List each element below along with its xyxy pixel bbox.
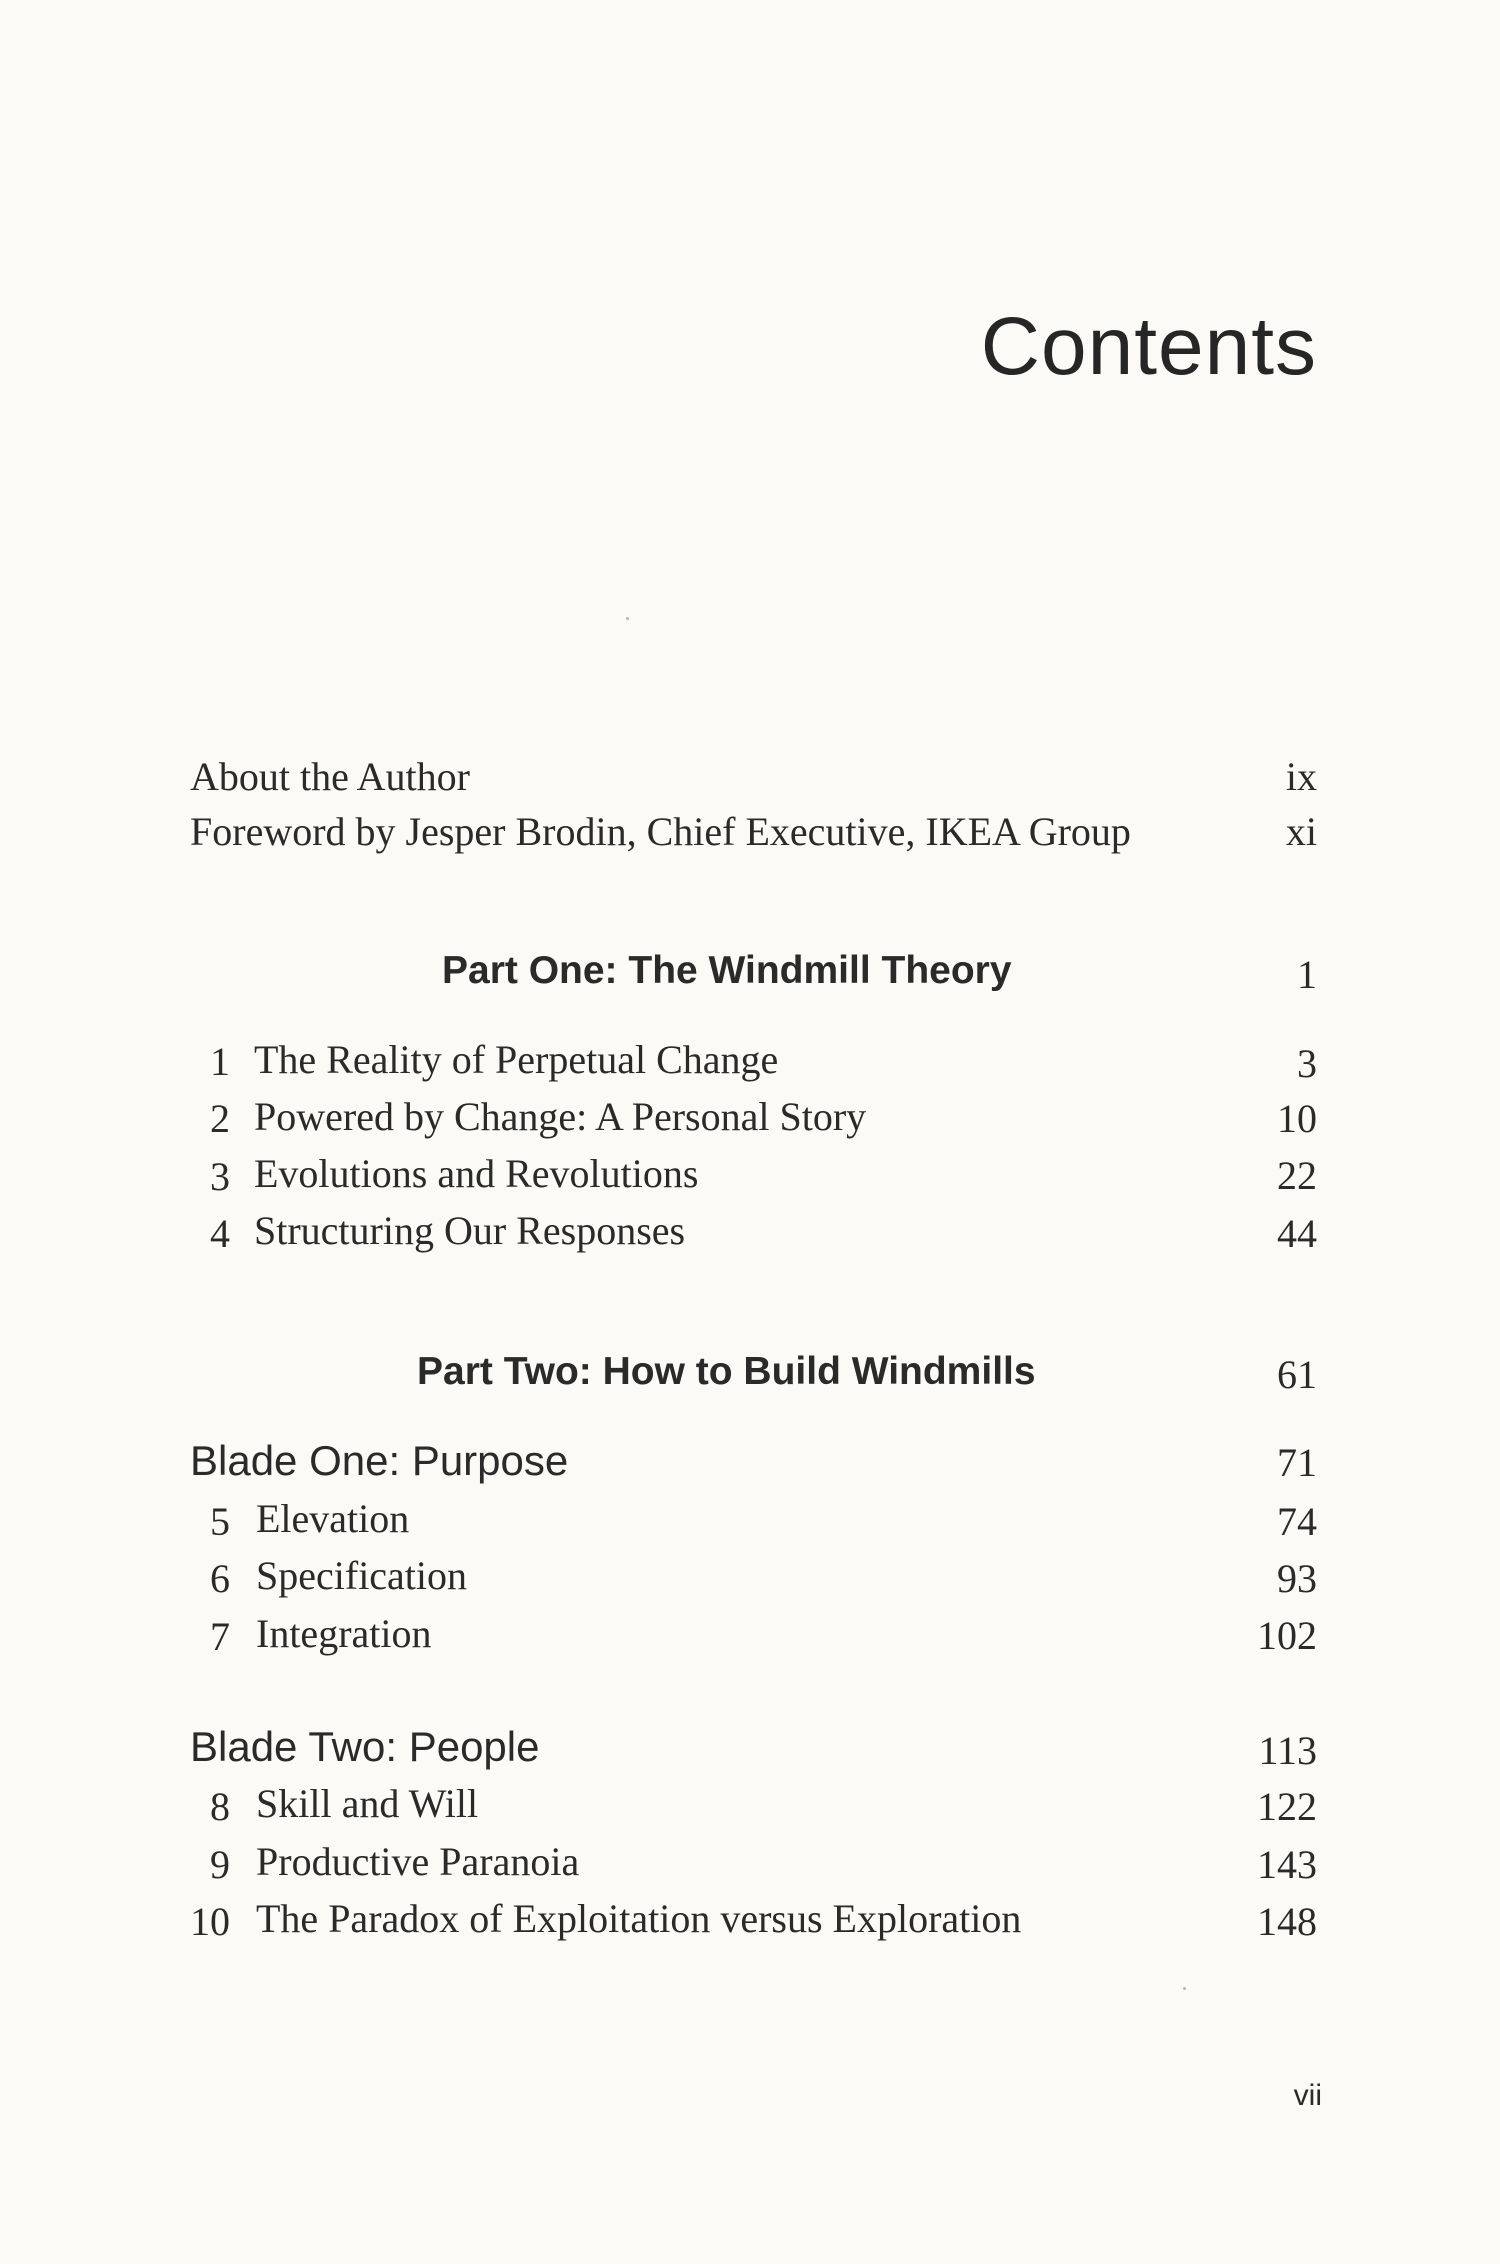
chapter-page: 143 (1257, 1842, 1317, 1887)
chapter-title[interactable]: Productive Paranoia (256, 1839, 580, 1884)
chapter-number: 4 (210, 1211, 230, 1256)
page-number: vii (1293, 2079, 1322, 2112)
toc-page-foreword: xi (1285, 809, 1317, 854)
blade-one-page: 71 (1277, 1440, 1317, 1485)
part-two-page: 61 (1277, 1352, 1317, 1397)
chapter-number: 7 (210, 1614, 230, 1659)
part-one-page: 1 (1297, 952, 1317, 997)
part-one-title[interactable]: Part One: The Windmill Theory (442, 949, 1012, 992)
chapter-page: 74 (1277, 1499, 1317, 1544)
chapter-title[interactable]: The Paradox of Exploitation versus Exploration (256, 1896, 1022, 1941)
chapter-title[interactable]: Structuring Our Responses (254, 1208, 686, 1253)
chapter-page: 3 (1297, 1041, 1317, 1086)
chapter-title[interactable]: Skill and Will (256, 1781, 479, 1826)
chapter-page: 22 (1277, 1153, 1317, 1198)
toc-page-about-author: ix (1285, 754, 1317, 799)
toc-entry-about-author[interactable]: About the Author (190, 754, 470, 799)
blade-two-title[interactable]: Blade Two: People (190, 1723, 540, 1770)
chapter-number: 9 (210, 1842, 230, 1887)
scan-speck (626, 617, 629, 620)
chapter-page: 148 (1257, 1899, 1317, 1944)
chapter-number: 3 (210, 1154, 230, 1199)
chapter-number: 5 (210, 1499, 230, 1544)
part-two-title[interactable]: Part Two: How to Build Windmills (417, 1350, 1036, 1393)
chapter-title[interactable]: Elevation (256, 1496, 410, 1541)
chapter-number: 6 (210, 1556, 230, 1601)
page-title: Contents (980, 301, 1317, 392)
chapter-title[interactable]: The Reality of Perpetual Change (254, 1037, 779, 1082)
chapter-title[interactable]: Evolutions and Revolutions (254, 1151, 699, 1196)
chapter-page: 122 (1257, 1784, 1317, 1829)
chapter-number: 10 (190, 1899, 230, 1944)
chapter-page: 102 (1257, 1613, 1317, 1658)
chapter-page: 93 (1277, 1556, 1317, 1601)
chapter-title[interactable]: Integration (256, 1611, 432, 1656)
chapter-number: 1 (210, 1039, 230, 1084)
chapter-page: 10 (1277, 1096, 1317, 1141)
toc-entry-foreword[interactable]: Foreword by Jesper Brodin, Chief Executive, IKEA Group (190, 809, 1131, 854)
chapter-number: 8 (210, 1784, 230, 1829)
blade-two-page: 113 (1258, 1728, 1317, 1773)
blade-one-title[interactable]: Blade One: Purpose (190, 1437, 569, 1484)
chapter-title[interactable]: Powered by Change: A Personal Story (254, 1094, 867, 1139)
chapter-title[interactable]: Specification (256, 1553, 468, 1598)
chapter-number: 2 (210, 1096, 230, 1141)
scan-speck (1183, 1987, 1186, 1990)
chapter-page: 44 (1277, 1211, 1317, 1256)
